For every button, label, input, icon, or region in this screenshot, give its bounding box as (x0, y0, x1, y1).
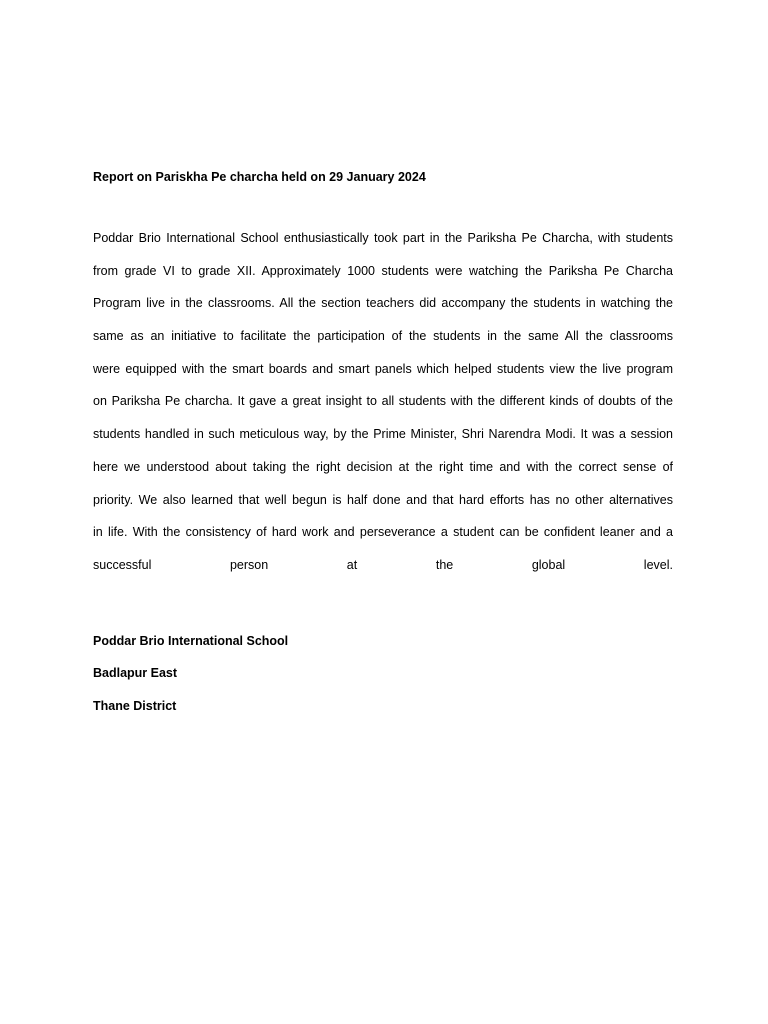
body-line: were equipped with the smart boards and smart panels which helped students view the live program (93, 361, 673, 376)
school-district: Thane District (93, 698, 177, 713)
body-line: on Pariksha Pe charcha. It gave a great insight to all students with the different kinds of doubts of the (93, 394, 673, 409)
body-line: in life. With the consistency of hard work and perseverance a student can be confident leaner and a (93, 525, 673, 540)
body-line: Program live in the classrooms. All the section teachers did accompany the students in watching the (93, 296, 673, 311)
body-line-last: successful person at the global level. (93, 557, 673, 572)
body-line: here we understood about taking the right decision at the right time and with the correct sense of (93, 459, 673, 474)
body-line: same as an initiative to facilitate the participation of the students in the same All the classrooms (93, 329, 673, 344)
signature-block (93, 625, 493, 722)
report-title: Report on Pariskha Pe charcha held on 29 January 2024 (93, 170, 426, 184)
school-location: Badlapur East (93, 666, 178, 681)
body-line: priority. We also learned that well begun is half done and that hard efforts has no other alternatives (93, 492, 673, 507)
body-line: students handled in such meticulous way, by the Prime Minister, Shri Narendra Modi. It was a session (93, 427, 673, 442)
report-body (93, 222, 673, 582)
body-line: Poddar Brio International School enthusiastically took part in the Pariksha Pe Charcha, with students (93, 231, 673, 245)
body-line: from grade VI to grade XII. Approximately 1000 students were watching the Pariksha Pe Charcha (93, 263, 673, 278)
school-name: Poddar Brio International School (93, 634, 289, 648)
